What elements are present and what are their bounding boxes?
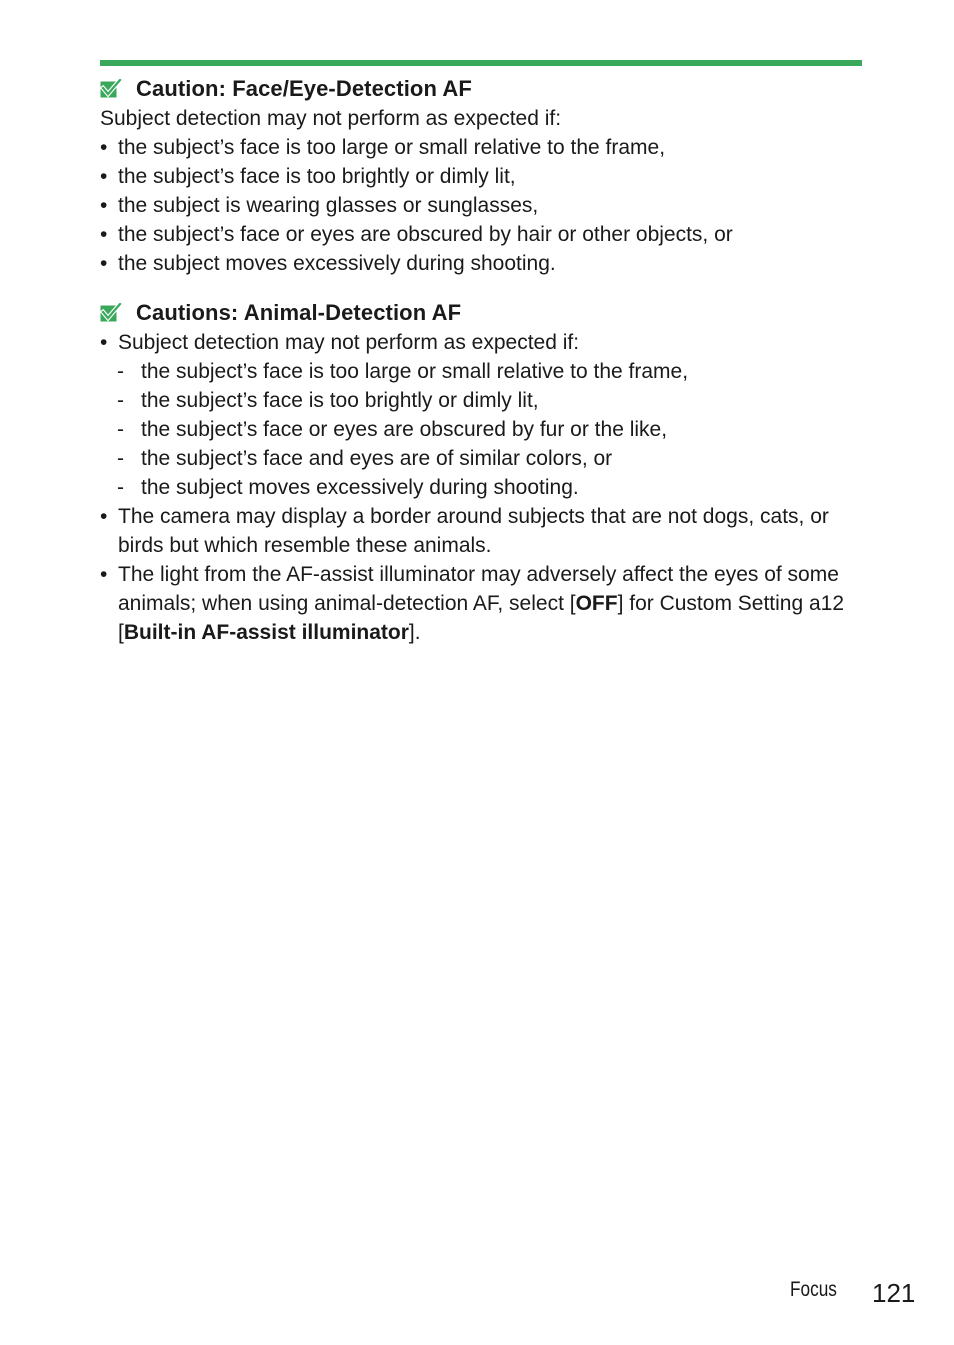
section-title: Caution: Face/Eye-Detection AF [136, 76, 472, 101]
bullet-icon: • [100, 563, 108, 586]
menu-setting-af-assist: Built-in AF-assist illuminator [123, 621, 409, 644]
page-number: 121 [872, 1278, 916, 1308]
section-intro: Subject detection may not perform as expected if: [100, 107, 562, 130]
check-box-icon [100, 79, 122, 99]
bullet-icon: • [100, 252, 108, 275]
menu-option-off: OFF [575, 592, 618, 615]
bullet-icon: • [100, 505, 108, 528]
bullet-list [100, 502, 862, 647]
bullet-icon: • [100, 331, 108, 354]
dash-icon: - [117, 476, 124, 499]
list-item: - the subject moves excessively during shooting. [100, 473, 862, 502]
section-rule [100, 60, 862, 66]
bullet-list [100, 328, 862, 357]
list-item: • the subject’s face is too large or small relative to the frame, [100, 133, 862, 162]
list-item: • the subject’s face or eyes are obscured by hair or other objects, or [100, 220, 862, 249]
list-item: • The camera may display a border around subjects that are not dogs, cats, or birds but which resemble these animals. [100, 502, 862, 560]
list-item: - the subject’s face is too large or small relative to the frame, [100, 357, 862, 386]
bullet-icon: • [100, 165, 108, 188]
list-item: - the subject’s face is too brightly or dimly lit, [100, 386, 862, 415]
dash-icon: - [117, 418, 124, 441]
page-content [100, 60, 862, 647]
bullet-icon: • [100, 194, 108, 217]
list-item: - the subject’s face or eyes are obscured by fur or the like, [100, 415, 862, 444]
list-item: - the subject’s face and eyes are of similar colors, or [100, 444, 862, 473]
list-item: • the subject moves excessively during shooting. [100, 249, 862, 278]
section-heading-face-eye [100, 74, 862, 104]
bullet-list [100, 133, 862, 278]
section-title: Cautions: Animal-Detection AF [136, 300, 462, 325]
bullet-icon: • [100, 223, 108, 246]
check-box-icon [100, 303, 122, 323]
list-item: • the subject’s face is too brightly or dimly lit, [100, 162, 862, 191]
dash-icon: - [117, 447, 124, 470]
dash-list [100, 357, 862, 502]
bullet-icon: • [100, 136, 108, 159]
list-item: • the subject is wearing glasses or sunglasses, [100, 191, 862, 220]
list-item: • Subject detection may not perform as expected if: [100, 328, 862, 357]
dash-icon: - [117, 360, 124, 383]
dash-icon: - [117, 389, 124, 412]
footer-section-name: Focus [790, 1278, 837, 1301]
section-heading-animal [100, 298, 862, 328]
list-item: • The light from the AF-assist illuminator may adversely affect the eyes of some animals; when using animal-detection AF, select [OFF] for Custom Setting a12 [Built-in AF-assist illuminator]. [100, 560, 862, 647]
